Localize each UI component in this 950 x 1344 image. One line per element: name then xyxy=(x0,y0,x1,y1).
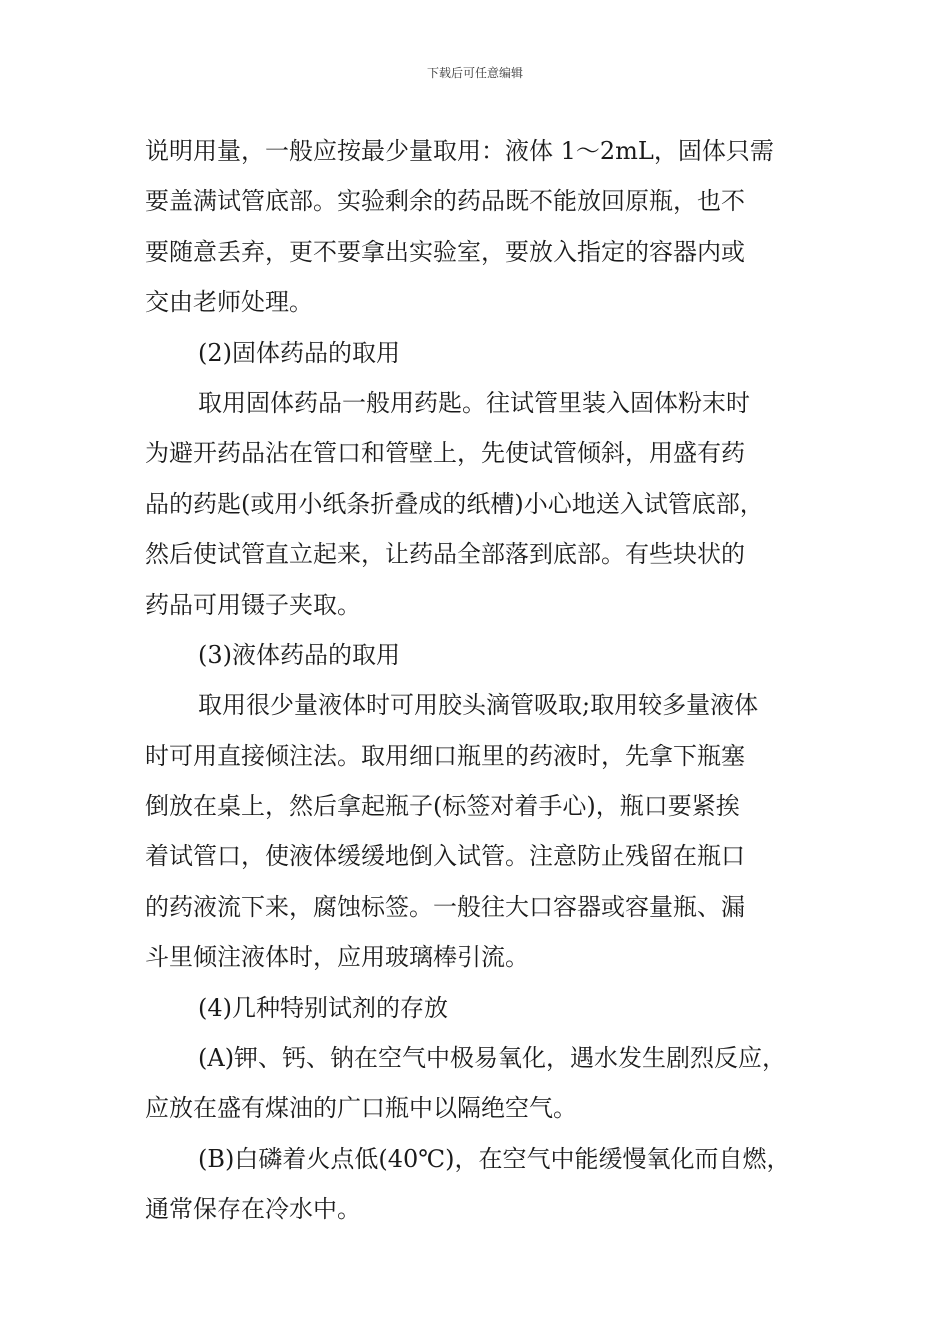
text-line: 着试管口，使液体缓缓地倒入试管。注意防止残留在瓶口 xyxy=(145,842,745,871)
section-heading: (2)固体药品的取用 xyxy=(198,338,400,367)
text-line: 药品可用镊子夹取。 xyxy=(145,590,361,619)
page-header: 下载后可任意编辑 xyxy=(426,66,523,80)
paragraph-start: 取用很少量液体时可用胶头滴管吸取;取用较多量液体 xyxy=(198,691,759,720)
text-line: 交由老师处理。 xyxy=(145,288,313,317)
text-line: 为避开药品沾在管口和管壁上，先使试管倾斜，用盛有药 xyxy=(145,439,745,468)
section-heading: (4)几种特别试剂的存放 xyxy=(198,993,448,1022)
text-line: 斗里倾注液体时，应用玻璃棒引流。 xyxy=(145,943,529,972)
text-line: 说明用量，一般应按最少量取用：液体 1～2mL，固体只需 xyxy=(145,137,774,165)
text-line: 品的药匙(或用小纸条折叠成的纸槽)小心地送入试管底部， xyxy=(145,489,764,518)
text-line: 倒放在桌上，然后拿起瓶子(标签对着手心)，瓶口要紧挨 xyxy=(145,792,740,821)
text-line: 要随意丢弃，更不要拿出实验室，要放入指定的容器内或 xyxy=(145,237,745,266)
text-line: 时可用直接倾注法。取用细口瓶里的药液时，先拿下瓶塞 xyxy=(145,741,745,770)
section-heading: (3)液体药品的取用 xyxy=(198,640,400,669)
text-line: 应放在盛有煤油的广口瓶中以隔绝空气。 xyxy=(145,1094,577,1123)
paragraph-start: (B)白磷着火点低(40℃)，在空气中能缓慢氧化而自燃， xyxy=(198,1144,791,1173)
paragraph-start: (A)钾、钙、钠在空气中极易氧化，遇水发生剧烈反应， xyxy=(198,1044,787,1073)
document-body xyxy=(145,126,825,1235)
text-line: 然后使试管直立起来，让药品全部落到底部。有些块状的 xyxy=(145,540,745,569)
text-line: 通常保存在冷水中。 xyxy=(145,1195,361,1224)
text-line: 的药液流下来，腐蚀标签。一般往大口容器或容量瓶、漏 xyxy=(145,892,745,921)
paragraph-start: 取用固体药品一般用药匙。往试管里装入固体粉末时 xyxy=(198,388,750,417)
text-line: 要盖满试管底部。实验剩余的药品既不能放回原瓶，也不 xyxy=(145,187,745,216)
